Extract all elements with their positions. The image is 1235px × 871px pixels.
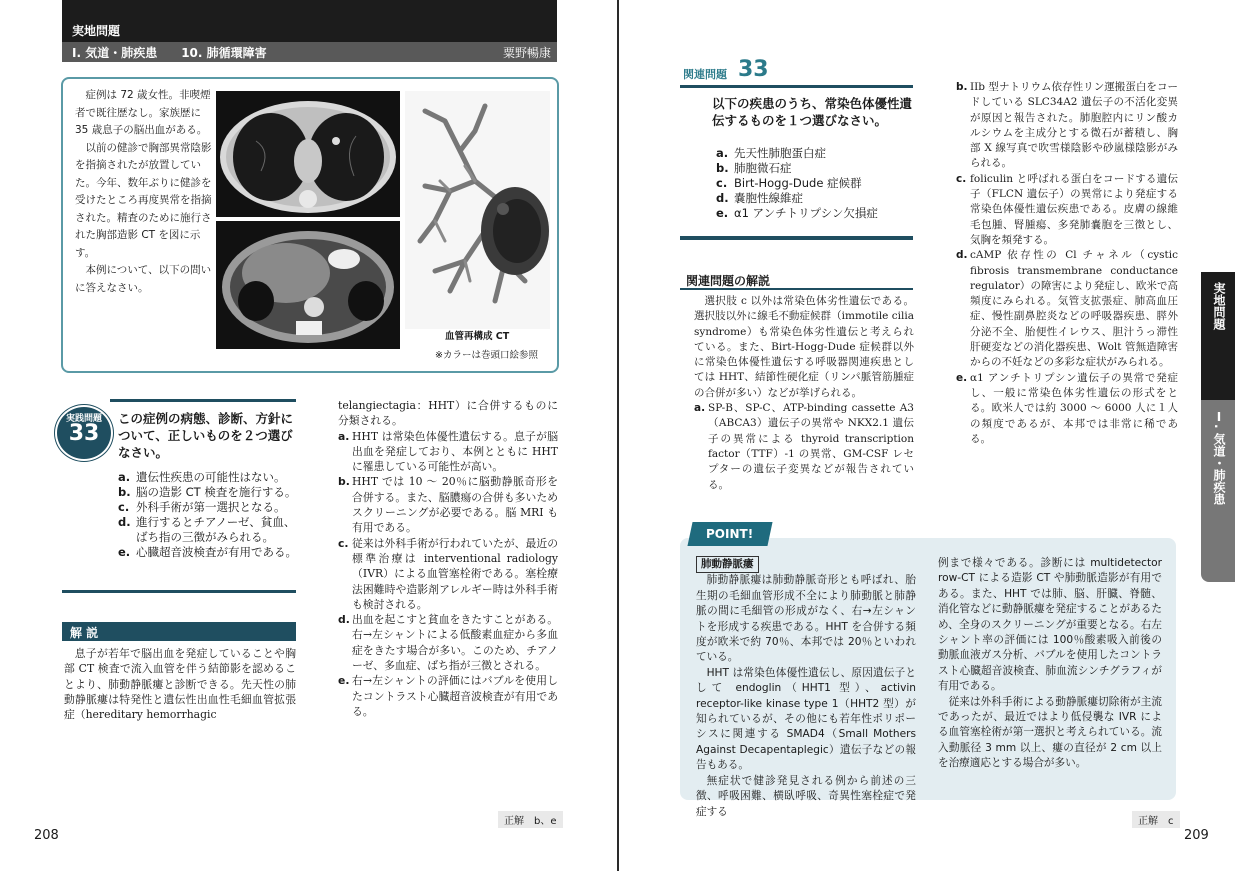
explanation-item (338, 536, 558, 612)
item-letter: b. (338, 475, 350, 489)
chest-ct-lung-window-image (216, 91, 400, 217)
explanation-title: 解 説 (70, 626, 99, 640)
tab-main-label: 実地問題 (1212, 282, 1226, 330)
item-text: foliculin と呼ばれる蛋白をコードする遺伝子（FLCN 遺伝子）の異常により発症する常染色体優性遺伝疾患である。皮膚の線維毛包腫、腎腫瘍、多発肺嚢胞を三徴とし、気胸を頻発する。 (970, 172, 1178, 246)
case-paragraph: 以前の健診で胸部異常陰影を指摘されたが放置していた。今年、数年ぶりに健診を受けたところ再度異常を指摘された。精査のために施行された胸部造影 CT を図に示す。 (75, 141, 212, 259)
item-text: HHT では 10 ～ 20％に脳動静脈奇形を合併する。また、脳膿瘍の合併も多いためスクリーニングが必要である。脳 MRI も有用である。 (352, 475, 558, 535)
chest-ct-mediastinal-window-image (216, 221, 400, 349)
option-letter: c. (716, 176, 728, 190)
item-text: cAMP 依存性の Cl チャネル（cystic fibrosis transmembrane conductance regulator）の障害により発症し、欧米で高頻度にみられる。気管支拡張症、肺高血圧症、慢性副鼻腔炎などの呼吸器疾患、膵外分泌不全、胎便性イレウス、胆汁うっ滞性肝硬変などの消化器疾患、Wolt 管無造障害からの不妊などの多彩な症状がみられる。 (970, 249, 1178, 369)
answer-label: 正解 b、e (498, 811, 563, 828)
related-question-bottom-rule (680, 236, 913, 240)
point-tag (687, 522, 772, 546)
explanation-item (956, 371, 1178, 447)
option-item (716, 146, 878, 161)
page-number: 208 (34, 828, 59, 843)
related-question-label: 関連問題 (683, 68, 727, 81)
option-item (716, 191, 878, 206)
option-letter: d. (716, 191, 729, 205)
point-paragraph: 例まで様々である。診断には multidetector row-CT による造影 CT や肺動脈造影が有用である。また、HHT では肺、脳、肝臓、脊髄、消化管などに動静脈瘻を発症することがあるため、全身のスクリーニングが重要となる。右左シャント率の評価には 100％酸素吸入前後の動脈血液ガス分析、バブルを使用したコントラスト心臓超音波検査、肺血流シンチグラフィが有用である。 (938, 557, 1162, 693)
explanation-column-2 (338, 398, 558, 719)
item-text: HHT は常染色体優性遺伝する。息子が脳出血を発症しており、本例とともに HHT に罹患している可能性が高い。 (352, 429, 558, 474)
explanation-item (956, 248, 1178, 370)
explanation-item (338, 612, 558, 673)
explanation-intro (64, 646, 296, 722)
option-letter: d. (118, 515, 131, 529)
header-section-bar (62, 42, 557, 62)
explanation-item (338, 673, 558, 719)
option-letter: b. (716, 161, 729, 175)
point-paragraph: HHT は常染色体優性遺伝し、原因遺伝子として endoglin（HHT1 型）、activin receptor-like kinase type 1（HHT2 型）が知られているが、その他にも若年性ポリポーシスに関連する SMAD4（Small Mothers Against Decapentaplegic）遺伝子などの報告もある。 (696, 666, 916, 772)
item-text: SP-B、SP-C、ATP-binding cassette A3（ABCA3）遺伝子の異常や NKX2.1 遺伝子の異常による thyroid transcription factor（TTF）-1 の異常、GM-CSF レセプターの遺伝子変異などが報告されている。 (708, 402, 914, 491)
explanation-item (338, 474, 558, 535)
explanation-item (694, 401, 914, 493)
option-text: 外科手術が第一選択となる。 (136, 500, 286, 514)
vascular-reconstruction-ct-image (405, 91, 550, 329)
option-text: 嚢胞性線維症 (734, 191, 803, 205)
option-letter: a. (118, 470, 131, 484)
option-letter: c. (118, 500, 130, 514)
header-title: 実地問題 (72, 24, 121, 38)
point-paragraph: 従来は外科手術による動静脈瘻切除術が主流であったが、最近ではより低侵襲な IVR による血管塞栓術が第一選択と考えられている。流入動脈径 3 mm 以上、瘻の直径が 2 cm 以上を治療適応とする場合が多い。 (938, 695, 1162, 770)
related-question-text: 以下の疾患のうち、常染色体優性遺伝するものを１つ選びなさい。 (712, 96, 913, 128)
option-item (118, 545, 298, 560)
item-text: 出血を起こすと貧血をきたすことがある。右→左シャントによる低酸素血症から多血症をきたす場合が多い。このため、チアノーゼ、多血症、ばち指が三徴とされる。 (352, 613, 558, 673)
figure-caption: 血管再構成 CT (445, 331, 510, 342)
header-title-bar (62, 0, 557, 42)
explanation-item (956, 80, 1178, 172)
item-text: 右→左シャントの評価にはバブルを使用したコントラスト心臓超音波検査が有用である。 (352, 674, 558, 718)
explanation-header (62, 622, 296, 641)
point-box (680, 538, 1176, 818)
item-text: 従来は外科手術が行われていたが、最近の標準治療は interventional radiology（IVR）による血管塞栓術である。塞栓療法困難時や造影剤アレルギー時は外科手術も検討される。 (352, 536, 558, 611)
case-paragraph: 本例について、以下の問いに答えなさい。 (75, 264, 212, 294)
item-text: IIb 型ナトリウム依存性リン運搬蛋白をコードしている SLC34A2 遺伝子の不活化変異が原因と報告された。肺胞腔内にリン酸カルシウムを主成分とする微石が蓄積し、胸部 X 線写真で吹雪様陰影や砂嵐様陰影がみられる。 (970, 81, 1178, 170)
related-explanation-header (680, 270, 913, 290)
badge-label: 実践問題 (65, 414, 102, 424)
option-text: 脳の造影 CT 検査を施行する。 (136, 485, 297, 499)
option-item (118, 470, 298, 485)
option-item (716, 176, 878, 191)
left-page (0, 0, 617, 871)
case-box (61, 77, 559, 373)
explanation-item (338, 429, 558, 475)
item-letter: b. (956, 81, 968, 93)
option-text: Birt-Hogg-Dude 症候群 (734, 176, 862, 190)
item-letter: c. (956, 172, 967, 185)
related-explanation-title: 関連問題の解説 (686, 274, 771, 288)
item-letter: e. (956, 371, 968, 384)
case-text (75, 87, 215, 297)
option-text: 遺伝性疾患の可能性はない。 (136, 470, 286, 484)
item-letter: e. (338, 674, 350, 688)
item-letter: c. (338, 536, 349, 550)
figure-note: ※カラーは巻頭口絵参照 (435, 350, 538, 361)
related-question-number: 33 (738, 57, 769, 82)
case-paragraph: 症例は 72 歳女性。非喫煙者で既往歴なし。家族歴に 35 歳息子の脳出血がある。 (75, 89, 211, 136)
question-badge (55, 405, 113, 461)
option-text: α1 アンチトリプシン欠損症 (734, 206, 878, 220)
option-letter: e. (716, 206, 729, 220)
option-item (716, 206, 878, 221)
point-title: 肺動静脈瘻 (696, 556, 759, 573)
option-text: 肺胞微石症 (734, 161, 792, 175)
item-text: α1 アンチトリプシン遺伝子の異常で発症し、一般に常染色体劣性遺伝の形式をとる。欧米人では約 3000 ～ 6000 人に１人の頻度であるが、本邦では非常に稀である。 (970, 371, 1178, 445)
related-explanation-column-1 (694, 294, 914, 493)
question-text: この症例の病態、診断、方針について、正しいものを２つ選びなさい。 (118, 411, 294, 460)
option-text: 心臓超音波検査が有用である。 (136, 545, 297, 559)
point-paragraph: 無症状で健診発見される例から前述の三徴、呼吸困難、横臥呼吸、奇異性塞栓症で発症する (696, 774, 916, 818)
item-letter: a. (338, 429, 350, 443)
explanation-paragraph: 息子が若年で脳出血を発症していることや胸部 CT 検査で流入血管を伴う結節影を認めることより、肺動静脈瘻と診断できる。先天性の肺動静脈瘻は特発性と遺伝性出血性毛細血管拡張症（hereditary hemorrhagic (64, 647, 296, 722)
explanation-paragraph: telangiectagia：HHT）に合併するものに分類される。 (338, 399, 558, 428)
related-question-top-rule (680, 85, 913, 88)
option-item (118, 500, 298, 515)
item-letter: d. (956, 249, 968, 262)
point-column-1 (680, 556, 916, 820)
badge-number: 33 (68, 421, 100, 446)
related-question-options (716, 146, 878, 221)
question-options (118, 470, 298, 560)
chapter-tab-main (1201, 272, 1235, 402)
option-letter: a. (716, 146, 729, 160)
page-number: 209 (1184, 828, 1209, 843)
header-author: 粟野暢康 (502, 46, 551, 60)
option-item (716, 161, 878, 176)
explanation-paragraph: 選択肢 c 以外は常染色体劣性遺伝である。選択肢以外に線毛不動症候群（immotile cilia syndrome）も常染色体劣性遺伝と考えられている。また、Birt-Hogg-Dude 症候群以外に常染色体優性遺伝する呼吸器関連疾患としては HHT、結節性硬化症（リンパ脈管筋腫症の合併が多い）などが挙げられる。 (694, 295, 914, 399)
header-section: Ⅰ. 気道・肺疾患 10. 肺循環障害 (72, 46, 267, 60)
question-top-rule (110, 399, 296, 402)
point-tag-label: POINT! (706, 527, 754, 541)
option-letter: b. (118, 485, 131, 499)
question-bottom-rule (62, 590, 296, 593)
item-letter: a. (694, 402, 706, 415)
option-text: 進行するとチアノーゼ、貧血、ばち指の三徴がみられる。 (136, 515, 296, 544)
option-item (118, 515, 298, 545)
answer-label: 正解 c (1132, 811, 1180, 828)
chapter-tab-sub (1201, 400, 1235, 582)
option-item (118, 485, 298, 500)
point-paragraph: 肺動静脈瘻は肺動静脈奇形とも呼ばれ、胎生期の毛細血管形成不全により肺動脈と肺静脈の間に毛細管の形成がなく、右→左シャントを形成する疾患である。HHT を合併する頻度が欧米で約 70％、本邦では 20％といわれている。 (696, 574, 916, 664)
point-column-2 (938, 556, 1162, 772)
tab-sub-label: Ⅰ. 気道・肺疾患 (1212, 410, 1226, 505)
explanation-item (956, 172, 1178, 248)
option-text: 先天性肺胞蛋白症 (734, 146, 826, 160)
option-letter: e. (118, 545, 131, 559)
related-explanation-column-2 (956, 80, 1178, 447)
item-letter: d. (338, 613, 350, 627)
